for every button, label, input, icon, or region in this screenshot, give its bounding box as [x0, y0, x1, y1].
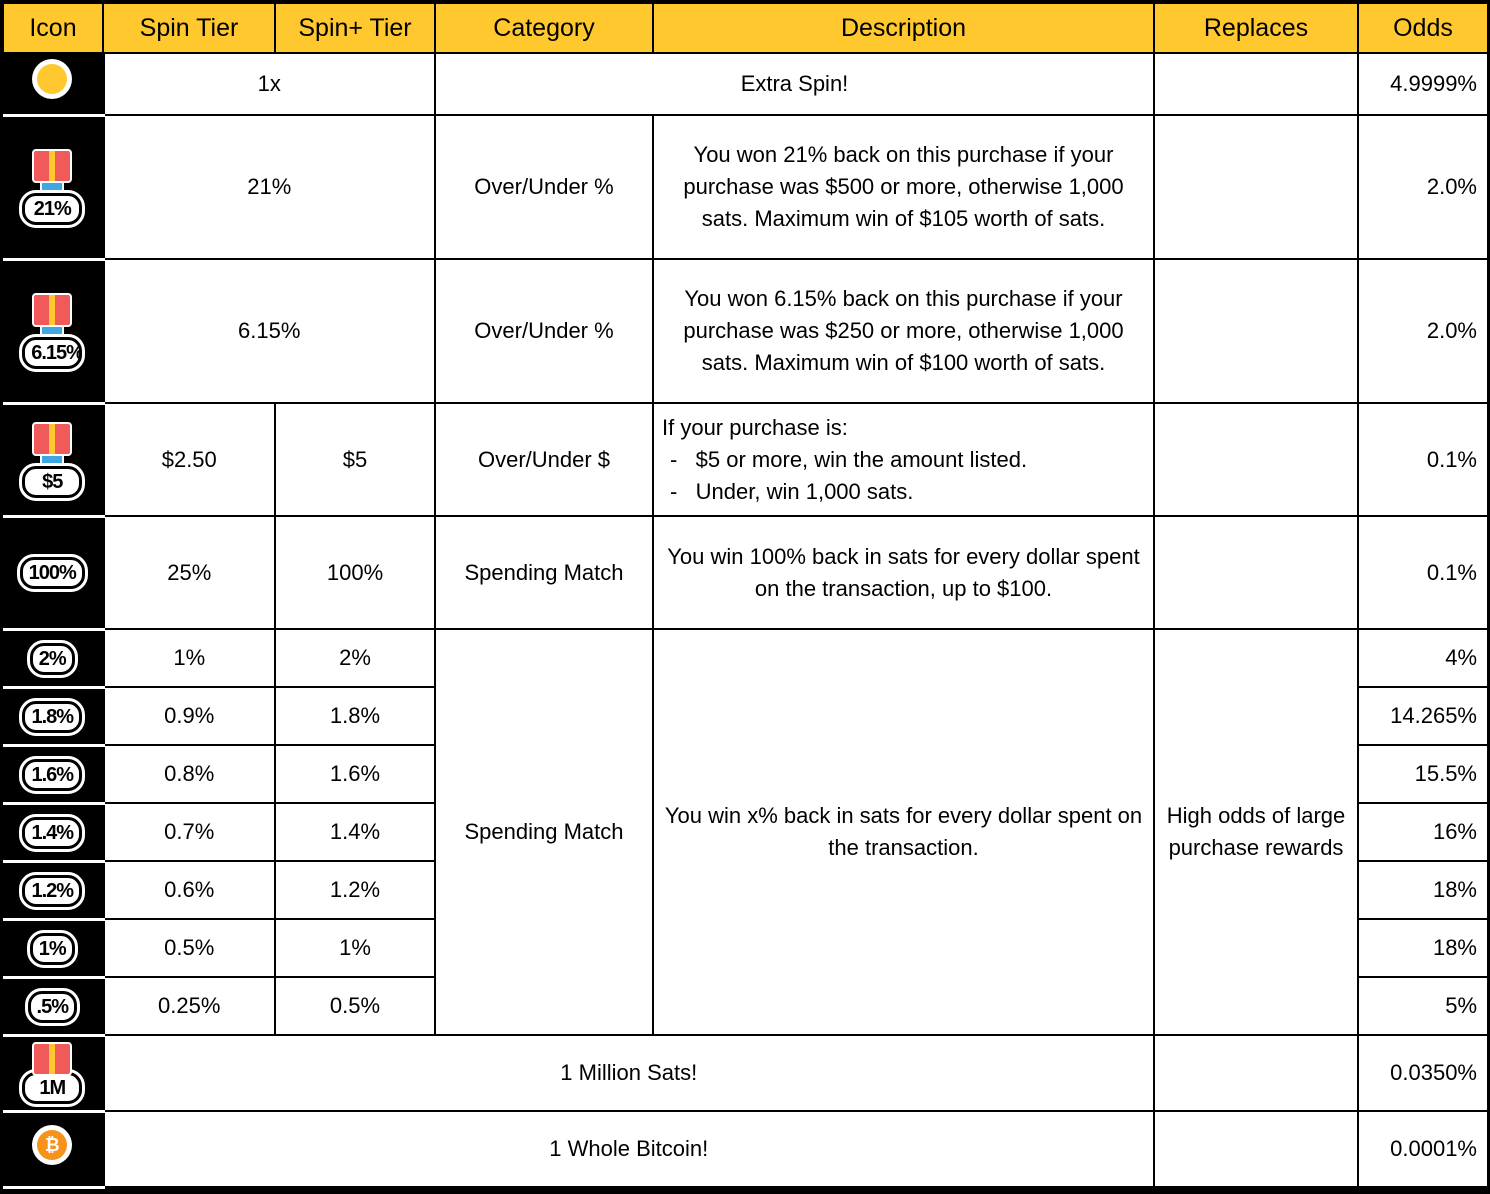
- list-item: - $5 or more, win the amount listed.: [662, 444, 1145, 476]
- odds-cell: 2.0%: [1358, 115, 1488, 259]
- bitcoin-icon: ₿: [32, 1125, 72, 1165]
- replaces-cell: [1154, 516, 1358, 629]
- replaces-cell: [1154, 1111, 1358, 1187]
- odds-cell: 18%: [1358, 861, 1488, 919]
- gift-1m-icon: 1M: [22, 1042, 82, 1104]
- table-row: [3, 629, 1488, 687]
- header-description: Description: [653, 3, 1154, 53]
- description-cell: You win 100% back in sats for every dollar spent on the transaction, up to $100.: [653, 516, 1154, 629]
- description-cell: You win x% back in sats for every dollar spent on the transaction.: [653, 629, 1154, 1035]
- odds-cell: 0.1%: [1358, 403, 1488, 516]
- spin-tier-cell: 0.8%: [103, 745, 275, 803]
- table-row: [3, 1035, 1488, 1111]
- gift-5-dollar-icon: $5: [22, 422, 82, 498]
- odds-cell: 16%: [1358, 803, 1488, 861]
- spin-plus-tier-cell: 1.6%: [275, 745, 435, 803]
- coin-icon: [32, 59, 72, 99]
- category-cell: Spending Match: [435, 516, 653, 629]
- odds-cell: 0.0350%: [1358, 1035, 1488, 1111]
- description-cell: [653, 403, 1154, 516]
- badge-1-6-icon: 1.6%: [22, 759, 82, 791]
- table-row: [3, 516, 1488, 629]
- table-row: [3, 115, 1488, 259]
- spin-plus-tier-cell: 0.5%: [275, 977, 435, 1035]
- header-category: Category: [435, 3, 653, 53]
- replaces-cell: High odds of large purchase rewards: [1154, 629, 1358, 1035]
- spin-plus-tier-cell: 1%: [275, 919, 435, 977]
- spin-plus-tier-cell: 1.8%: [275, 687, 435, 745]
- category-cell: Spending Match: [435, 629, 653, 1035]
- header-odds: Odds: [1358, 3, 1488, 53]
- tier-cell: 6.15%: [103, 259, 435, 403]
- description-cell: 1 Million Sats!: [103, 1035, 1154, 1111]
- odds-cell: 0.0001%: [1358, 1111, 1488, 1187]
- odds-cell: 18%: [1358, 919, 1488, 977]
- odds-cell: 2.0%: [1358, 259, 1488, 403]
- odds-cell: 0.1%: [1358, 516, 1488, 629]
- spin-plus-tier-cell: $5: [275, 403, 435, 516]
- category-cell: Over/Under %: [435, 259, 653, 403]
- description-cell: Extra Spin!: [435, 53, 1154, 115]
- rewards-table: [2, 2, 1489, 1189]
- spin-tier-cell: 0.5%: [103, 919, 275, 977]
- odds-cell: 5%: [1358, 977, 1488, 1035]
- odds-cell: 4%: [1358, 629, 1488, 687]
- table-row: [3, 1111, 1488, 1187]
- description-cell: 1 Whole Bitcoin!: [103, 1111, 1154, 1187]
- header-spin-tier: Spin Tier: [103, 3, 275, 53]
- header-icon: Icon: [3, 3, 103, 53]
- header-replaces: Replaces: [1154, 3, 1358, 53]
- category-cell: Over/Under $: [435, 403, 653, 516]
- badge-0-5-icon: .5%: [28, 991, 77, 1023]
- badge-2-icon: 2%: [30, 643, 75, 675]
- spin-plus-tier-cell: 100%: [275, 516, 435, 629]
- replaces-cell: [1154, 115, 1358, 259]
- tier-cell: 21%: [103, 115, 435, 259]
- odds-cell: 4.9999%: [1358, 53, 1488, 115]
- description-cell: You won 21% back on this purchase if your purchase was $500 or more, otherwise 1,000 sats. Maximum win of $105 worth of sats.: [653, 115, 1154, 259]
- odds-cell: 14.265%: [1358, 687, 1488, 745]
- description-cell: You won 6.15% back on this purchase if your purchase was $250 or more, otherwise 1,000 sats. Maximum win of $100 worth of sats.: [653, 259, 1154, 403]
- table-row: [3, 259, 1488, 403]
- spin-tier-cell: 0.7%: [103, 803, 275, 861]
- spin-tier-cell: 25%: [103, 516, 275, 629]
- badge-1-icon: 1%: [30, 933, 75, 965]
- description-list: [662, 444, 1145, 508]
- badge-1-8-icon: 1.8%: [22, 701, 82, 733]
- replaces-cell: [1154, 403, 1358, 516]
- gift-21-icon: 21%: [22, 149, 82, 225]
- spin-tier-cell: 1%: [103, 629, 275, 687]
- table-row: [3, 53, 1488, 115]
- tier-cell: 1x: [103, 53, 435, 115]
- badge-100-icon: 100%: [20, 557, 85, 589]
- list-item: - Under, win 1,000 sats.: [662, 476, 1145, 508]
- spin-tier-cell: $2.50: [103, 403, 275, 516]
- spin-plus-tier-cell: 1.4%: [275, 803, 435, 861]
- header-row: [3, 3, 1488, 53]
- gift-615-icon: 6.15%: [22, 293, 82, 369]
- header-spin-plus-tier: Spin+ Tier: [275, 3, 435, 53]
- category-cell: Over/Under %: [435, 115, 653, 259]
- replaces-cell: [1154, 53, 1358, 115]
- spin-tier-cell: 0.25%: [103, 977, 275, 1035]
- spin-plus-tier-cell: 2%: [275, 629, 435, 687]
- badge-1-2-icon: 1.2%: [22, 875, 82, 907]
- spin-tier-cell: 0.9%: [103, 687, 275, 745]
- badge-1-4-icon: 1.4%: [22, 817, 82, 849]
- replaces-cell: [1154, 1035, 1358, 1111]
- table-row: [3, 403, 1488, 516]
- spin-plus-tier-cell: 1.2%: [275, 861, 435, 919]
- odds-cell: 15.5%: [1358, 745, 1488, 803]
- description-intro: If your purchase is:: [662, 414, 848, 440]
- replaces-cell: [1154, 259, 1358, 403]
- spin-tier-cell: 0.6%: [103, 861, 275, 919]
